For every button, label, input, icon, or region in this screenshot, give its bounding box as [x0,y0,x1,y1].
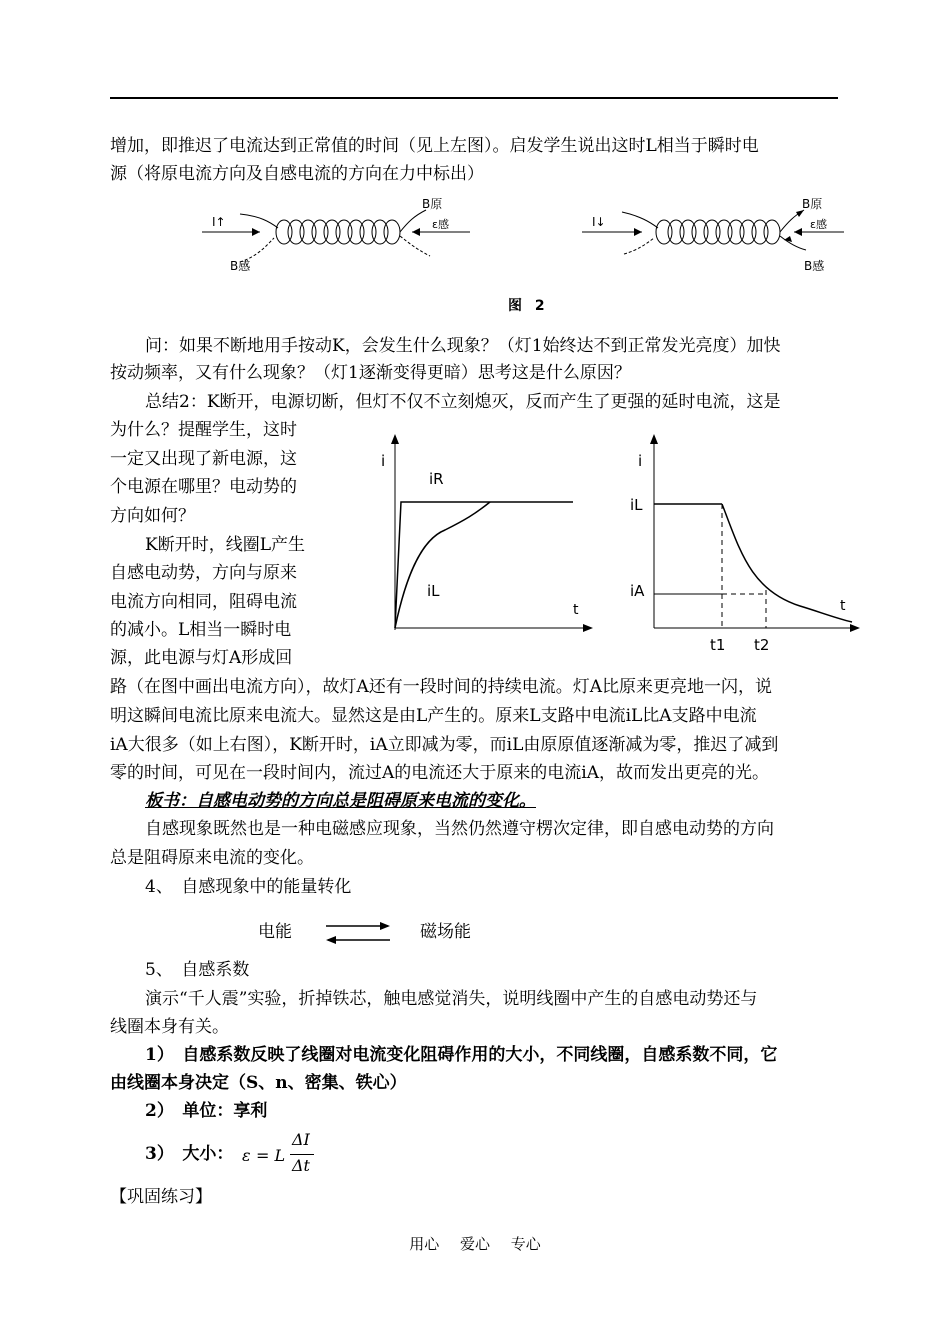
graph-current-rise [375,430,595,640]
formula-numerator: ΔI [292,1130,310,1149]
paragraph-line: 总是阻碍原来电流的变化。 [110,848,314,868]
b-orig-label: B原 [422,197,443,211]
footer-item: 爱心 [459,1235,490,1253]
current-label: I↓ [592,215,606,229]
emf-label: ε感 [810,218,827,231]
paragraph-line: 总结2：K断开，电源切断，但灯不仅不立刻熄灭，反而产生了更强的延时电流，这是 [145,392,781,412]
paragraph-line: 问：如果不断地用手按动K，会发生什么现象？（灯1始终达不到正常发光亮度）加快 [145,336,781,356]
paragraph-line: 电流方向相同，阻碍电流 [110,592,297,612]
paragraph-line: 路（在图中画出电流方向），故灯A还有一段时间的持续电流。灯A比原来更亮地一闪，说 [110,677,773,697]
paragraph-line: 自感现象既然也是一种电磁感应现象，当然仍然遵守楞次定律，即自感电动势的方向 [145,819,774,839]
double-arrow-icon [322,918,394,948]
energy-left-label: 电能 [258,922,292,942]
curve-iL-decay [722,504,852,622]
paragraph-line: 源，此电源与灯A形成回 [110,648,293,668]
bold-point: 1） 自感系数反映了线圈对电流变化阻碍作用的大小，不同线圈，自感系数不同，它 [145,1045,778,1065]
paragraph-line: 自感电动势，方向与原来 [110,563,297,583]
bold-point: 由线圈本身决定（S、n、密集、铁心） [110,1073,407,1093]
paragraph-line: 线圈本身有关。 [110,1017,229,1037]
paragraph-line: 零的时间，可见在一段时间内，流过A的电流还大于原来的电流iA，故而发出更亮的光。 [110,763,769,783]
footer-item: 专心 [510,1235,541,1253]
x-axis-label: t [573,602,579,618]
paragraph-line: 方向如何？ [110,506,195,526]
curve-iR [395,502,573,628]
curve-iL-label: iL [427,582,440,600]
paragraph-line: 的减小。L相当一瞬时电 [110,620,292,640]
footer-item: 用心 [409,1235,440,1253]
board-note: 板书：自感电动势的方向总是阻碍原来电流的变化。 [145,791,536,811]
formula-lhs: ε [242,1146,251,1165]
footer [0,1233,950,1254]
coil-figure-left [200,192,470,274]
curve-iR-label: iR [429,470,444,488]
graph-current-decay [620,430,865,658]
paragraph-line: 为什么？提醒学生，这时 [110,420,297,440]
bold-point: 3） 大小： [145,1144,234,1164]
bold-point: 2） 单位：享利 [145,1101,268,1121]
formula-denominator: Δt [292,1156,310,1175]
section-heading: 5、 自感系数 [145,960,250,980]
energy-right-label: 磁场能 [420,922,471,942]
level-iA-label: iA [630,582,645,600]
paragraph-line: K断开时，线圈L产生 [145,535,305,555]
paragraph-line: 个电源在哪里？电动势的 [110,477,297,497]
paragraph-line: 演示“千人震”实验，折掉铁芯，触电感觉消失，说明线圈中产生的自感电动势还与 [145,989,758,1009]
paragraph-line: 源（将原电流方向及自感电流的方向在力中标出） [110,164,484,184]
paragraph-line: 按动频率，又有什么现象？（灯1逐渐变得更暗）思考这是什么原因？ [110,363,631,383]
y-axis-label: i [381,452,386,470]
curve-iL [395,502,490,628]
coil-figure-right [580,192,850,274]
paragraph-line: iA大很多（如上右图），K断开时，iA立即减为零，而iL由原原值逐渐减为零，推迟了减到 [110,735,779,755]
emf-label: ε感 [432,218,449,231]
practice-heading: 【巩固练习】 [110,1187,212,1207]
b-ind-label: B感 [230,259,251,273]
paragraph-line: 一定又出现了新电源，这 [110,449,297,469]
level-iL-label: iL [630,496,643,514]
b-orig-label: B原 [802,197,823,211]
current-label: I↑ [212,215,226,229]
coil-loops [276,220,400,244]
b-ind-label: B感 [804,259,825,273]
paragraph-line: 增加，即推迟了电流达到正常值的时间（见上左图）。启发学生说出这时L相当于瞬时电 [110,136,759,156]
figure-caption: 图 2 [508,298,549,314]
header-rule [110,97,838,99]
t1-label: t1 [710,636,726,654]
t2-label: t2 [754,636,770,654]
paragraph-line: 明这瞬间电流比原来电流大。显然这是由L产生的。原来L支路中电流iL比A支路中电流 [110,706,757,726]
coil-loops [656,220,780,244]
x-axis-label: t [840,598,846,614]
y-axis-label: i [638,452,643,470]
fraction-bar [290,1154,314,1155]
formula-eq: = L [256,1146,286,1165]
section-heading: 4、 自感现象中的能量转化 [145,877,352,897]
